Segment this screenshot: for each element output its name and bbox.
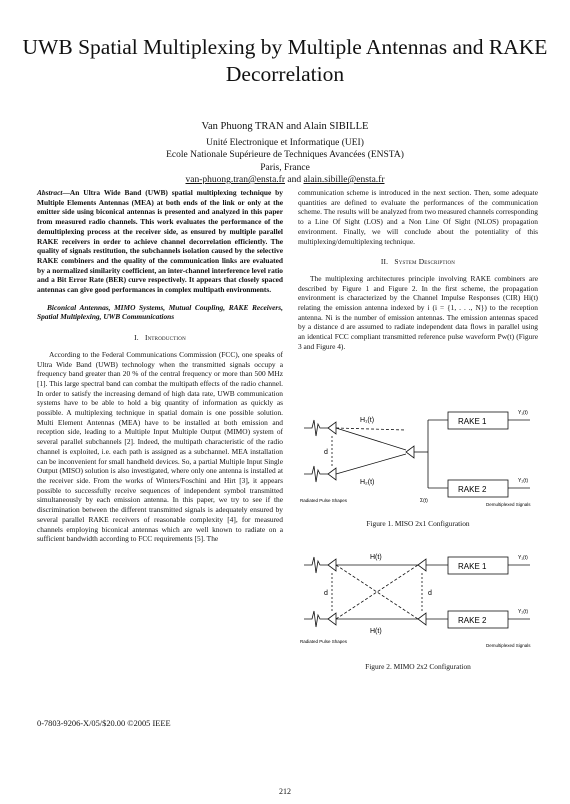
demux-signals-label: Demultiplexed Signals xyxy=(486,502,531,507)
rake-1-label: RAKE 1 xyxy=(458,562,487,571)
antenna-icon-rx xyxy=(406,446,414,458)
section-heading-system xyxy=(298,257,538,267)
section-number: II. xyxy=(380,257,389,267)
intro-continuation: communication scheme is introduced in the next section. Then, some adequate quantities are defined to evaluate the performances of the communication scheme. The results will be analyzed from two measured channels corresponding to a Line Of Sight (LOS) and a Non Line Of Sight (NLOS) propagation environment. Finally, we will conclude about the potentiality of this multiplexing/demultiplexing technique. xyxy=(298,188,538,246)
right-column xyxy=(298,188,538,352)
antenna-icon-tx2 xyxy=(328,468,336,480)
section-title: System Description xyxy=(394,257,456,267)
abstract xyxy=(37,188,283,295)
email-link-tran[interactable]: van-phuong.tran@ensta.fr xyxy=(185,175,285,185)
figure-1-caption: Figure 1. MISO 2x1 Configuration xyxy=(366,519,470,528)
section-title: Introduction xyxy=(144,333,186,343)
channel-h1-label: H₁(t) xyxy=(360,417,375,424)
section-heading-introduction xyxy=(37,333,283,343)
email-conjunction: and xyxy=(287,175,302,185)
author-names: Van Phuong TRAN and Alain SIBILLE xyxy=(201,121,369,132)
abstract-label: Abstract xyxy=(37,188,63,197)
demux-signals-label: Demultiplexed Signals xyxy=(486,643,531,648)
pulse-shapes-label: Radiated Pulse Shapes xyxy=(300,498,348,503)
antenna-icon-rx2 xyxy=(418,613,426,625)
page-number: 212 xyxy=(279,787,291,796)
antenna-icon-tx1 xyxy=(328,422,336,434)
figure-2-caption: Figure 2. MIMO 2x2 Configuration xyxy=(365,662,471,671)
sum-signal-label: Σ(t) xyxy=(420,498,428,504)
paper-title: UWB Spatial Multiplexing by Multiple Antennas and RAKE Decorrelation xyxy=(22,35,548,86)
system-description-paragraph: The multiplexing architectures principle involving RAKE combiners are described by Figure 1 and Figure 2. In the first scheme, the propagation environment is characterized by the Channel Impulse Responses (CIR) Hi(t) relating the emission antenna indexed by i (i = {1, . . ., N}) to the reception antenna. Ni is the number of emission antennas. The emission antennas spaced by a distance d are assumed to radiate independent data flows in parallel using an identical FCC compliant transmitted reference pulse waveform Pw(t) (Figure 3 and Figure 4). xyxy=(298,273,538,351)
rake-1-label: RAKE 1 xyxy=(458,417,487,426)
left-column xyxy=(37,188,283,544)
copyright-notice: 0-7803-9206-X/05/$20.00 ©2005 IEEE xyxy=(37,719,171,728)
rake-2-label: RAKE 2 xyxy=(458,485,487,494)
spacing-label: d xyxy=(324,449,328,456)
email-link-sibille[interactable]: alain.sibille@ensta.fr xyxy=(303,175,385,185)
introduction-paragraph: According to the Federal Communications Commission (FCC), one speaks of Ultra Wide Band (UWB) technology when the transmitted signals occupy a frequency band greater than 20 % of the central frequency or more than 500 MHz [1]. This large spectral band can combat the multipath effects of the radio channel. In order to satisfy the increasing demand of high data rate, UWB communication systems have to be able to hold a big quantity of information as quickly as possible. A multiplexing technique in spatial domain is one possible solution. Multi Element Antennas (MEA) have to be installed at both emission and reception side, leading to a Multiple Input Multiple Output (MIMO) system of several parallel subchannels [2]. Indeed, the multipath characteristic of the radio channel is exploited, i.e. each path is assigned as a subchannel. MEA installation can be inconvenient for small handheld devices. So, a partial Multiple Input Single Output (MISO) solution is also investigated, where only one antenna is installed at the receiver side. From the works of Winters/Foschini and Hirt [3], it appears possible to successfully receive sequences of independent symbol transmitted simultaneously by each emission antenna. In this paper, we try to see if the discrimination between the different transmitted signals is adequately ensured by several parallel RAKE receivers of reasonable complexity [4], for measured channels employing biconical antennas which are well known to radiate on a sufficient bandwidth according to FCC requirements [5]. The xyxy=(37,349,283,544)
antenna-icon-tx1 xyxy=(328,559,336,571)
output-y2-label: Y₂(t) xyxy=(518,478,528,484)
index-terms: Biconical Antennas, MIMO Systems, Mutual Coupling, RAKE Receivers, Spatial Multiplexing, UWB Communications xyxy=(37,302,283,322)
abstract-text: —An Ultra Wide Band (UWB) spatial multiplexing technique by Multiple Elements Antennas (MEA) at both ends of the link or only at the emitter side using biconical antennas is presented and analyzed in this paper from measured radio channels. This work evaluates the performance of the demultiplexing process at the receiver side, as ensured by multiple parallel RAKE receivers in order to achieve channel decorrelation efficiently. The quality of signals restitution, the subchannels isolation caused by the selective RAKE combiners and the quality of the communication links are evaluated by a normalized similarity coefficient, an inter-channel interference level ratio and a Bit Error Rate (BER) curve respectively. It appears that closely spaced antennas can give good performances in complex multipath environments. xyxy=(37,188,283,295)
pulse-waveform-1 xyxy=(304,420,328,436)
tx-spacing-label: d xyxy=(324,590,328,597)
output-y2-label: Y₂(t) xyxy=(518,609,528,615)
rake-2-label: RAKE 2 xyxy=(458,616,487,625)
pulse-waveform-1 xyxy=(304,557,328,573)
pulse-waveform-2 xyxy=(304,611,328,627)
affiliation-unit: Unité Electronique et Informatique (UEI) xyxy=(206,137,364,148)
channel-h2-label: H₂(t) xyxy=(360,479,375,486)
output-y1-label: Y₁(t) xyxy=(518,555,528,561)
channel-h11-label: H(t) xyxy=(370,554,382,561)
antenna-icon-tx2 xyxy=(328,613,336,625)
figure-2-mimo-diagram xyxy=(298,535,538,670)
output-y1-label: Y₁(t) xyxy=(518,410,528,416)
pulse-shapes-label: Radiated Pulse Shapes xyxy=(300,639,348,644)
rx-spacing-label: d xyxy=(428,590,432,597)
affiliation-city: Paris, France xyxy=(260,162,310,173)
affiliation-school: Ecole Nationale Supérieure de Techniques Avancées (ENSTA) xyxy=(166,150,404,160)
channel-h22-label: H(t) xyxy=(370,628,382,635)
author-emails xyxy=(100,174,470,187)
pulse-waveform-2 xyxy=(304,466,328,482)
author-block xyxy=(100,121,470,187)
antenna-icon-rx1 xyxy=(418,559,426,571)
figure-1-miso-diagram xyxy=(298,406,538,516)
section-number: I. xyxy=(134,333,139,343)
